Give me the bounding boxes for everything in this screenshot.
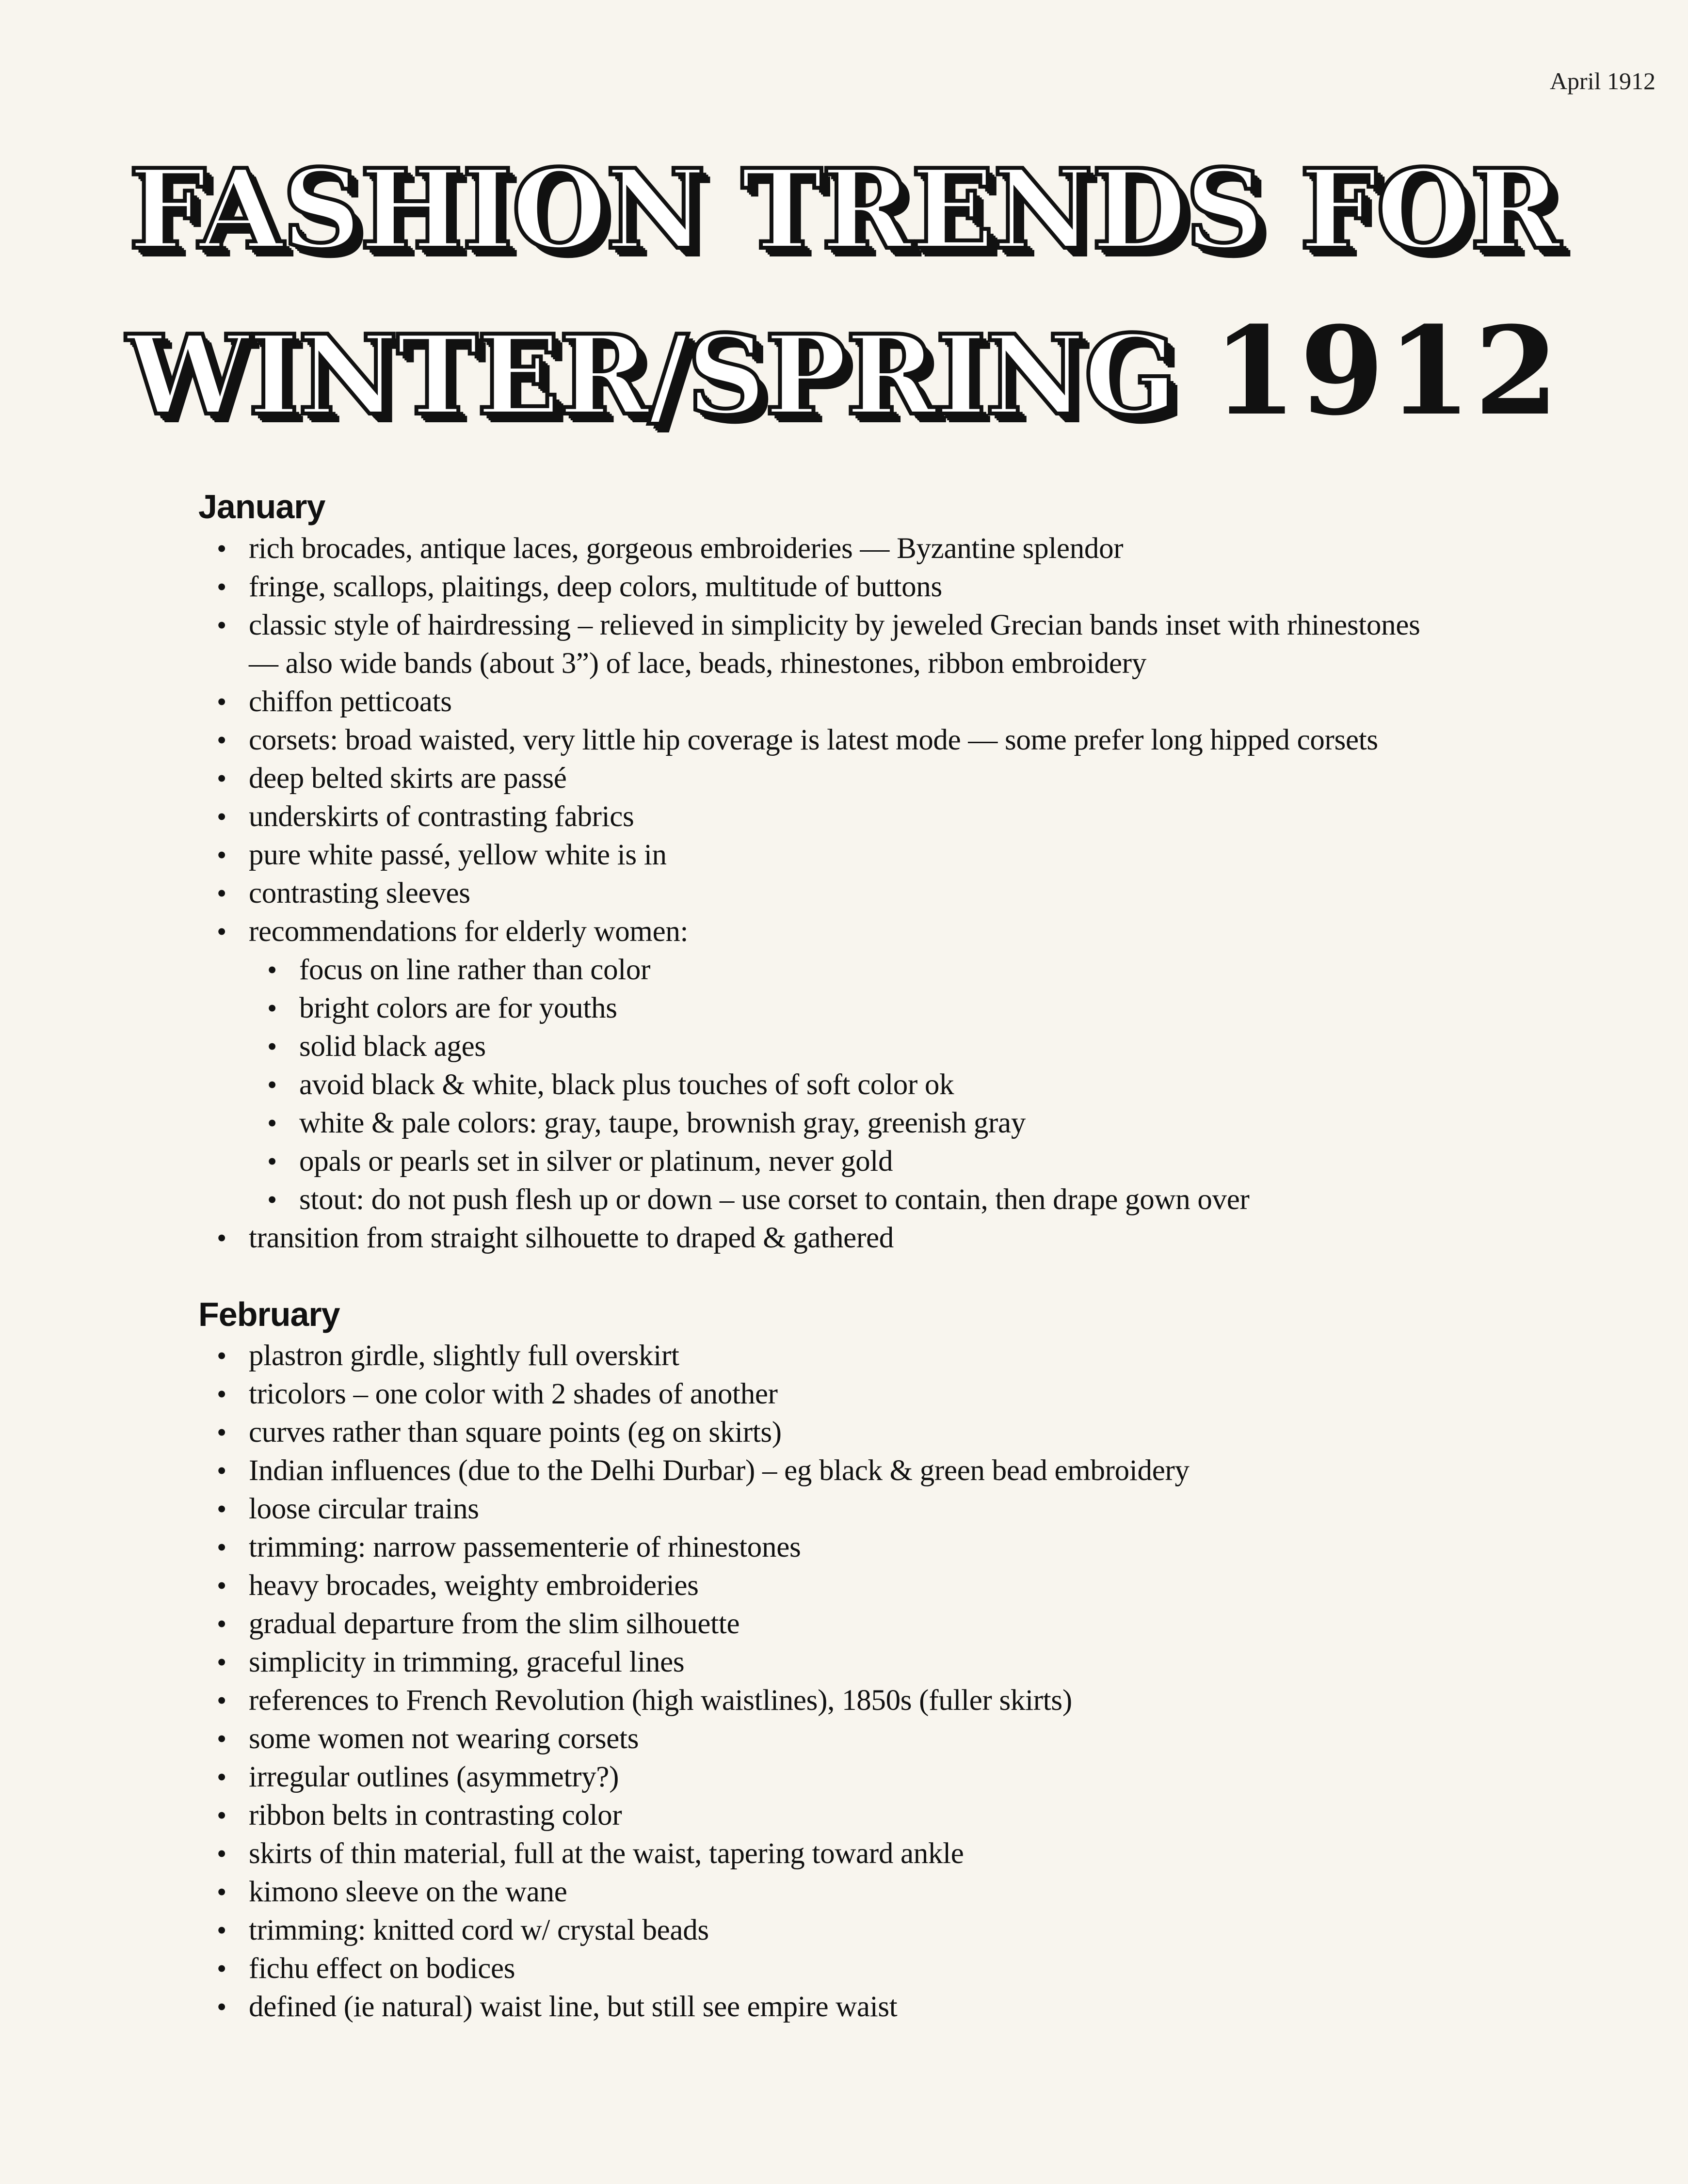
list-item: • trimming: knitted cord w/ crystal beads bbox=[198, 1911, 1605, 1949]
list-item: • plastron girdle, slightly full overskirt bbox=[198, 1337, 1605, 1375]
list-item: • recommendations for elderly women: bbox=[198, 912, 1605, 951]
page-title-line-1 bbox=[0, 145, 1688, 274]
elderly-women-sublist bbox=[249, 951, 1605, 1219]
list-item: • underskirts of contrasting fabrics bbox=[198, 797, 1605, 836]
title-text-line-2: WINTER/SPRING bbox=[126, 311, 1176, 440]
list-item: • references to French Revolution (high waistlines), 1850s (fuller skirts) bbox=[198, 1681, 1605, 1720]
section-heading-february: February bbox=[198, 1295, 340, 1333]
list-item: • deep belted skirts are passé bbox=[198, 759, 1605, 797]
list-item: • curves rather than square points (eg on skirts) bbox=[198, 1413, 1605, 1451]
sub-list-item: • white & pale colors: gray, taupe, brownish gray, greenish gray bbox=[249, 1104, 1605, 1142]
january-list bbox=[198, 529, 1605, 1257]
list-item: • rich brocades, antique laces, gorgeous embroideries — Byzantine splendor bbox=[198, 529, 1605, 568]
sub-list-item: • focus on line rather than color bbox=[249, 951, 1605, 989]
list-item: • corsets: broad waisted, very little hip coverage is latest mode — some prefer long hipped corsets bbox=[198, 721, 1605, 759]
list-item: • irregular outlines (asymmetry?) bbox=[198, 1758, 1605, 1796]
section-heading-january: January bbox=[198, 488, 325, 526]
list-item: • fichu effect on bodices bbox=[198, 1949, 1605, 1988]
list-item: • trimming: narrow passementerie of rhinestones bbox=[198, 1528, 1605, 1566]
sub-list-item: • solid black ages bbox=[249, 1027, 1605, 1066]
list-item: • chiffon petticoats bbox=[198, 683, 1605, 721]
list-item: • loose circular trains bbox=[198, 1490, 1605, 1528]
document-body bbox=[198, 487, 1605, 2026]
list-item-continuation: — also wide bands (about 3”) of lace, beads, rhinestones, ribbon embroidery bbox=[249, 647, 1147, 680]
list-item: • some women not wearing corsets bbox=[198, 1720, 1605, 1758]
list-item: • pure white passé, yellow white is in bbox=[198, 836, 1605, 874]
page-title-line-2 bbox=[0, 300, 1688, 442]
sub-list-item: • stout: do not push flesh up or down – use corset to contain, then drape gown over bbox=[249, 1180, 1605, 1219]
document-date: April 1912 bbox=[1549, 67, 1656, 95]
list-item: • defined (ie natural) waist line, but still see empire waist bbox=[198, 1988, 1605, 2026]
list-item: • classic style of hairdressing – relieved in simplicity by jeweled Grecian bands inset with rhinestones bbox=[198, 606, 1605, 644]
sub-list-item: • bright colors are for youths bbox=[249, 989, 1605, 1027]
list-item: • ribbon belts in contrasting color bbox=[198, 1796, 1605, 1834]
list-item: • gradual departure from the slim silhouette bbox=[198, 1605, 1605, 1643]
list-item: • heavy brocades, weighty embroideries bbox=[198, 1566, 1605, 1605]
list-item: • transition from straight silhouette to draped & gathered bbox=[198, 1219, 1605, 1257]
list-item: • fringe, scallops, plaitings, deep colors, multitude of buttons bbox=[198, 568, 1605, 606]
february-list bbox=[198, 1337, 1605, 2026]
sub-list-item: • opals or pearls set in silver or platinum, never gold bbox=[249, 1142, 1605, 1180]
title-text-line-1: FASHION TRENDS FOR bbox=[129, 145, 1559, 274]
list-item: • simplicity in trimming, graceful lines bbox=[198, 1643, 1605, 1681]
list-item: • Indian influences (due to the Delhi Durbar) – eg black & green bead embroidery bbox=[198, 1451, 1605, 1490]
title-year: 1912 bbox=[1212, 300, 1562, 442]
list-item: • contrasting sleeves bbox=[198, 874, 1605, 912]
nested-list-container bbox=[198, 951, 1605, 1219]
list-item: • kimono sleeve on the wane bbox=[198, 1873, 1605, 1911]
list-item: • skirts of thin material, full at the waist, tapering toward ankle bbox=[198, 1834, 1605, 1873]
list-item: • tricolors – one color with 2 shades of another bbox=[198, 1375, 1605, 1413]
sub-list-item: • avoid black & white, black plus touches of soft color ok bbox=[249, 1066, 1605, 1104]
